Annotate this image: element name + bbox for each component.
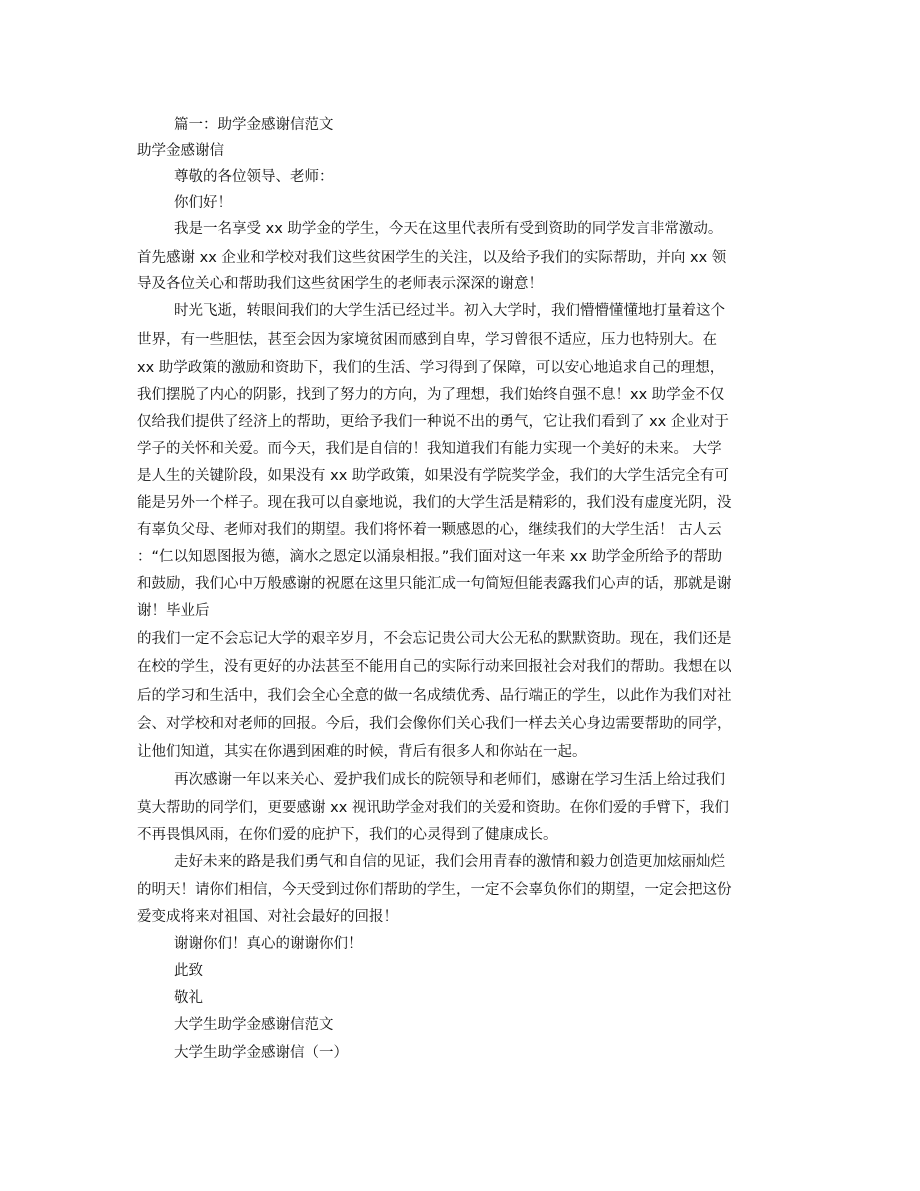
closing-thanks: 谢谢你们！真心的谢谢你们！ [174, 936, 363, 952]
closing-jingli: 敬礼 [174, 990, 203, 1006]
text-line: xx 助学政策的激励和资助下，我们的生活、学习得到了保障，可以安心地追求自己的理想， [137, 360, 725, 376]
text-line: 再次感谢一年以来关心、爱护我们成长的院领导和老师们，感谢在学习生活上给过我们 [174, 772, 725, 788]
next-section-title: 大学生助学金感谢信（一） [174, 1045, 348, 1061]
text-line: 后的学习和生活中，我们会全心全意的做一名成绩优秀、品行端正的学生，以此作为我们对社 [137, 688, 732, 704]
text-line: 导及各位关心和帮助我们这些贫困学生的老师表示深深的谢意！ [137, 276, 543, 292]
next-section-heading: 大学生助学金感谢信范文 [174, 1017, 334, 1033]
closing-cizhi: 此致 [174, 963, 203, 979]
text-line: 谢！毕业后 [137, 603, 210, 619]
text-line: 莫大帮助的同学们，更要感谢 xx 视讯助学金对我们的关爱和资助。在你们爱的手臂下，我们 [137, 800, 729, 816]
text-line: 学子的关怀和关爱。而今天，我们是自信的！我知道我们有能力实现一个美好的未来。 大学 [137, 441, 722, 457]
text-line: 和鼓励，我们心中万般感谢的祝愿在这里只能汇成一句简短但能表露我们心声的话，那就是谢 [137, 576, 732, 592]
text-line: 的我们一定不会忘记大学的艰辛岁月，不会忘记贵公司大公无私的默默资助。现在，我们还是 [137, 631, 732, 647]
text-line: 的明天！请你们相信，今天受到过你们帮助的学生，一定不会辜负你们的期望，一定会把这份 [137, 882, 732, 898]
text-line: 世界，有一些胆怯，甚至会因为家境贫困而感到自卑，学习曾很不适应，压力也特别大。在 [137, 332, 717, 348]
letter-title: 助学金感谢信 [137, 143, 224, 159]
text-line: 不再畏惧风雨，在你们爱的庇护下，我们的心灵得到了健康成长。 [137, 827, 558, 843]
text-line: 走好未来的路是我们勇气和自信的见证，我们会用青春的激情和毅力创造更加炫丽灿烂 [174, 854, 725, 870]
text-line: 仅给我们提供了经济上的帮助，更给予我们一种说不出的勇气，它让我们看到了 xx 企业对于 [137, 414, 729, 430]
text-line: 有辜负父母、老师对我们的期望。我们将怀着一颗感恩的心，继续我们的大学生活！ 古人云 [137, 522, 722, 538]
text-line: 会、对学校和对老师的回报。今后，我们会像你们关心我们一样去关心身边需要帮助的同学， [137, 716, 732, 732]
text-line: 爱变成将来对祖国、对社会最好的回报！ [137, 909, 398, 925]
text-line: 让他们知道，其实在你遇到困难的时候，背后有很多人和你站在一起。 [137, 744, 587, 760]
text-line: 我是一名享受 xx 助学金的学生，今天在这里代表所有受到资助的同学发言非常激动。 [174, 221, 723, 237]
text-line: 我们摆脱了内心的阴影，找到了努力的方向，为了理想，我们始终自强不息！xx 助学金不仅 [137, 387, 725, 403]
salutation: 尊敬的各位领导、老师： [174, 169, 334, 185]
text-line: 能是另外一个样子。现在我可以自豪地说，我们的大学生活是精彩的，我们没有虚度光阴，没 [137, 495, 732, 511]
text-line: ：“仁以知恩图报为德，滴水之恩定以涌泉相报。”我们面对这一年来 xx 助学金所给予的帮助 [137, 549, 723, 565]
text-line: 在校的学生，没有更好的办法甚至不能用自己的实际行动来回报社会对我们的帮助。我想在以 [137, 659, 732, 675]
document-heading: 篇一：助学金感谢信范文 [174, 117, 334, 133]
greeting: 你们好！ [174, 195, 232, 211]
text-line: 是人生的关键阶段，如果没有 xx 助学政策，如果没有学院奖学金，我们的大学生活完全有可 [137, 468, 729, 484]
text-line: 时光飞逝，转眼间我们的大学生活已经过半。初入大学时，我们懵懵懂懂地打量着这个 [174, 303, 725, 319]
text-line: 首先感谢 xx 企业和学校对我们这些贫困学生的关注，以及给予我们的实际帮助，并向 xx 领 [137, 250, 727, 266]
